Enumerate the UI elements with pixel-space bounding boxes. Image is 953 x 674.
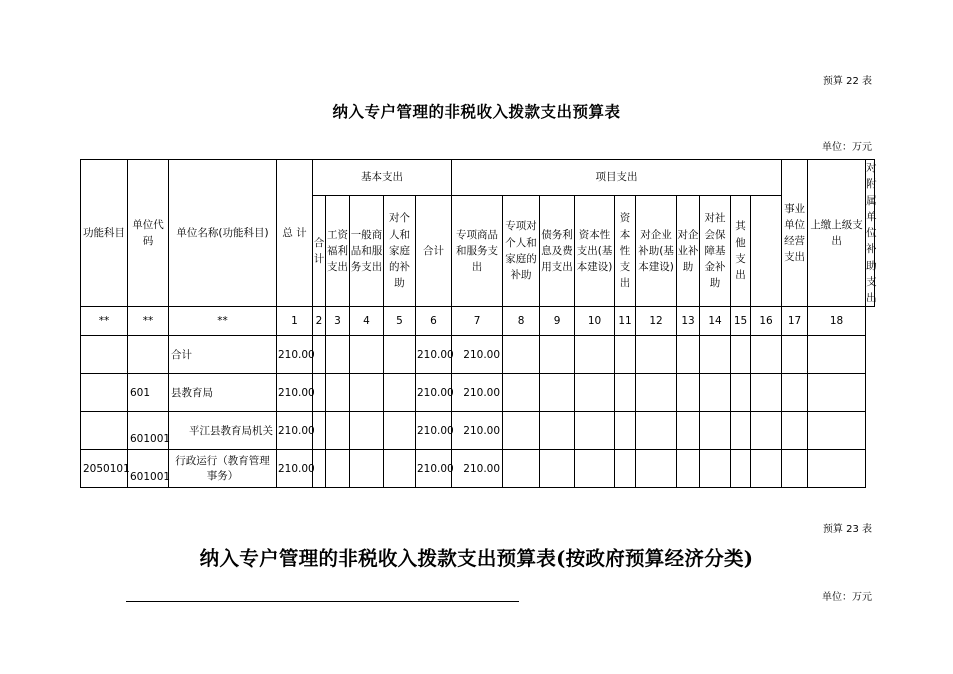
header-wage: 工资福利支出 — [326, 195, 350, 307]
header-goods: 一般商品和服务支出 — [350, 195, 384, 307]
header-other: 其他支出 — [731, 195, 751, 307]
total-cell: 210.00 — [277, 374, 313, 412]
header-enterprise: 对企业补助 — [677, 195, 700, 307]
header-debt: 债务利息及费用支出 — [540, 195, 575, 307]
index-cell: 10 — [575, 307, 615, 336]
unit-code-cell — [128, 336, 169, 374]
header-operating: 事业单位经营支出 — [782, 160, 808, 307]
index-cell: 13 — [677, 307, 700, 336]
special-cell: 210.00 — [452, 450, 503, 488]
special-cell: 210.00 — [452, 336, 503, 374]
budget-table — [80, 159, 875, 488]
table-row — [81, 450, 875, 488]
header-capital-base: 资本性支出(基本建设) — [575, 195, 615, 307]
header-unit-name: 单位名称(功能科目) — [169, 160, 277, 307]
header-enterprise-base: 对企业补助(基本建设) — [636, 195, 677, 307]
table-number: 预算 22 表 — [822, 76, 872, 87]
func-code-cell — [81, 412, 128, 450]
index-cell: ** — [128, 307, 169, 336]
total-cell: 210.00 — [277, 412, 313, 450]
index-cell: 16 — [751, 307, 782, 336]
index-cell: 9 — [540, 307, 575, 336]
header-upper: 上缴上级支出 — [808, 160, 866, 307]
table-row — [81, 412, 875, 450]
total-cell: 210.00 — [277, 450, 313, 488]
unit-label-2: 单位：万元 — [822, 592, 872, 603]
proj-sum-cell: 210.00 — [416, 374, 452, 412]
func-code-cell — [81, 336, 128, 374]
header-proj-sum: 合计 — [416, 195, 452, 307]
index-cell: ** — [81, 307, 128, 336]
proj-sum-cell: 210.00 — [416, 450, 452, 488]
index-cell: 18 — [808, 307, 866, 336]
index-cell: 12 — [636, 307, 677, 336]
index-cell: 6 — [416, 307, 452, 336]
header-unit-code: 单位代码 — [128, 160, 169, 307]
header-social: 对社会保障基金补助 — [700, 195, 731, 307]
index-cell: 1 — [277, 307, 313, 336]
index-cell: 2 — [313, 307, 326, 336]
header-family: 对个人和家庭的补助 — [384, 195, 416, 307]
page-title-2: 纳入专户管理的非税收入拨款支出预算表(按政府预算经济分类) — [199, 547, 754, 570]
special-cell: 210.00 — [452, 412, 503, 450]
index-cell: 11 — [615, 307, 636, 336]
special-cell: 210.00 — [452, 374, 503, 412]
index-row — [81, 307, 875, 336]
unit-name-cell: 合计 — [169, 336, 277, 374]
header-special-family: 专项对个人和家庭的补助 — [503, 195, 540, 307]
unit-code-cell: 601001 — [128, 450, 169, 488]
header-basic-sum: 合计 — [313, 195, 326, 307]
table-row — [81, 336, 875, 374]
func-code-cell: 2050101 — [81, 450, 128, 488]
total-cell: 210.00 — [277, 336, 313, 374]
unit-code-cell: 601001 — [128, 412, 169, 450]
func-code-cell — [81, 374, 128, 412]
table-row — [81, 374, 875, 412]
unit-name-cell: 行政运行（教育管理事务） — [169, 450, 277, 488]
header-func-code: 功能科目 — [81, 160, 128, 307]
proj-sum-cell: 210.00 — [416, 336, 452, 374]
index-cell: 5 — [384, 307, 416, 336]
header-capital: 资本性支出 — [615, 195, 636, 307]
divider-line — [126, 601, 519, 602]
unit-name-cell: 平江县教育局机关 — [169, 412, 277, 450]
unit-name-cell: 县教育局 — [169, 374, 277, 412]
index-cell: ** — [169, 307, 277, 336]
unit-code-cell: 601 — [128, 374, 169, 412]
table-number-2: 预算 23 表 — [822, 524, 872, 535]
index-cell: 4 — [350, 307, 384, 336]
index-cell: 15 — [731, 307, 751, 336]
index-cell: 7 — [452, 307, 503, 336]
header-total: 总 计 — [277, 160, 313, 307]
page-title: 纳入专户管理的非税收入拨款支出预算表 — [332, 102, 621, 121]
index-cell: 14 — [700, 307, 731, 336]
index-cell: 17 — [782, 307, 808, 336]
index-cell: 3 — [326, 307, 350, 336]
header-basic: 基本支出 — [313, 160, 452, 196]
proj-sum-cell: 210.00 — [416, 412, 452, 450]
header-project: 项目支出 — [452, 160, 782, 196]
header-special: 专项商品和服务支出 — [452, 195, 503, 307]
index-cell: 8 — [503, 307, 540, 336]
unit-label: 单位：万元 — [822, 142, 872, 153]
header-subsidiary: 对附属单位补助支出 — [866, 160, 875, 307]
